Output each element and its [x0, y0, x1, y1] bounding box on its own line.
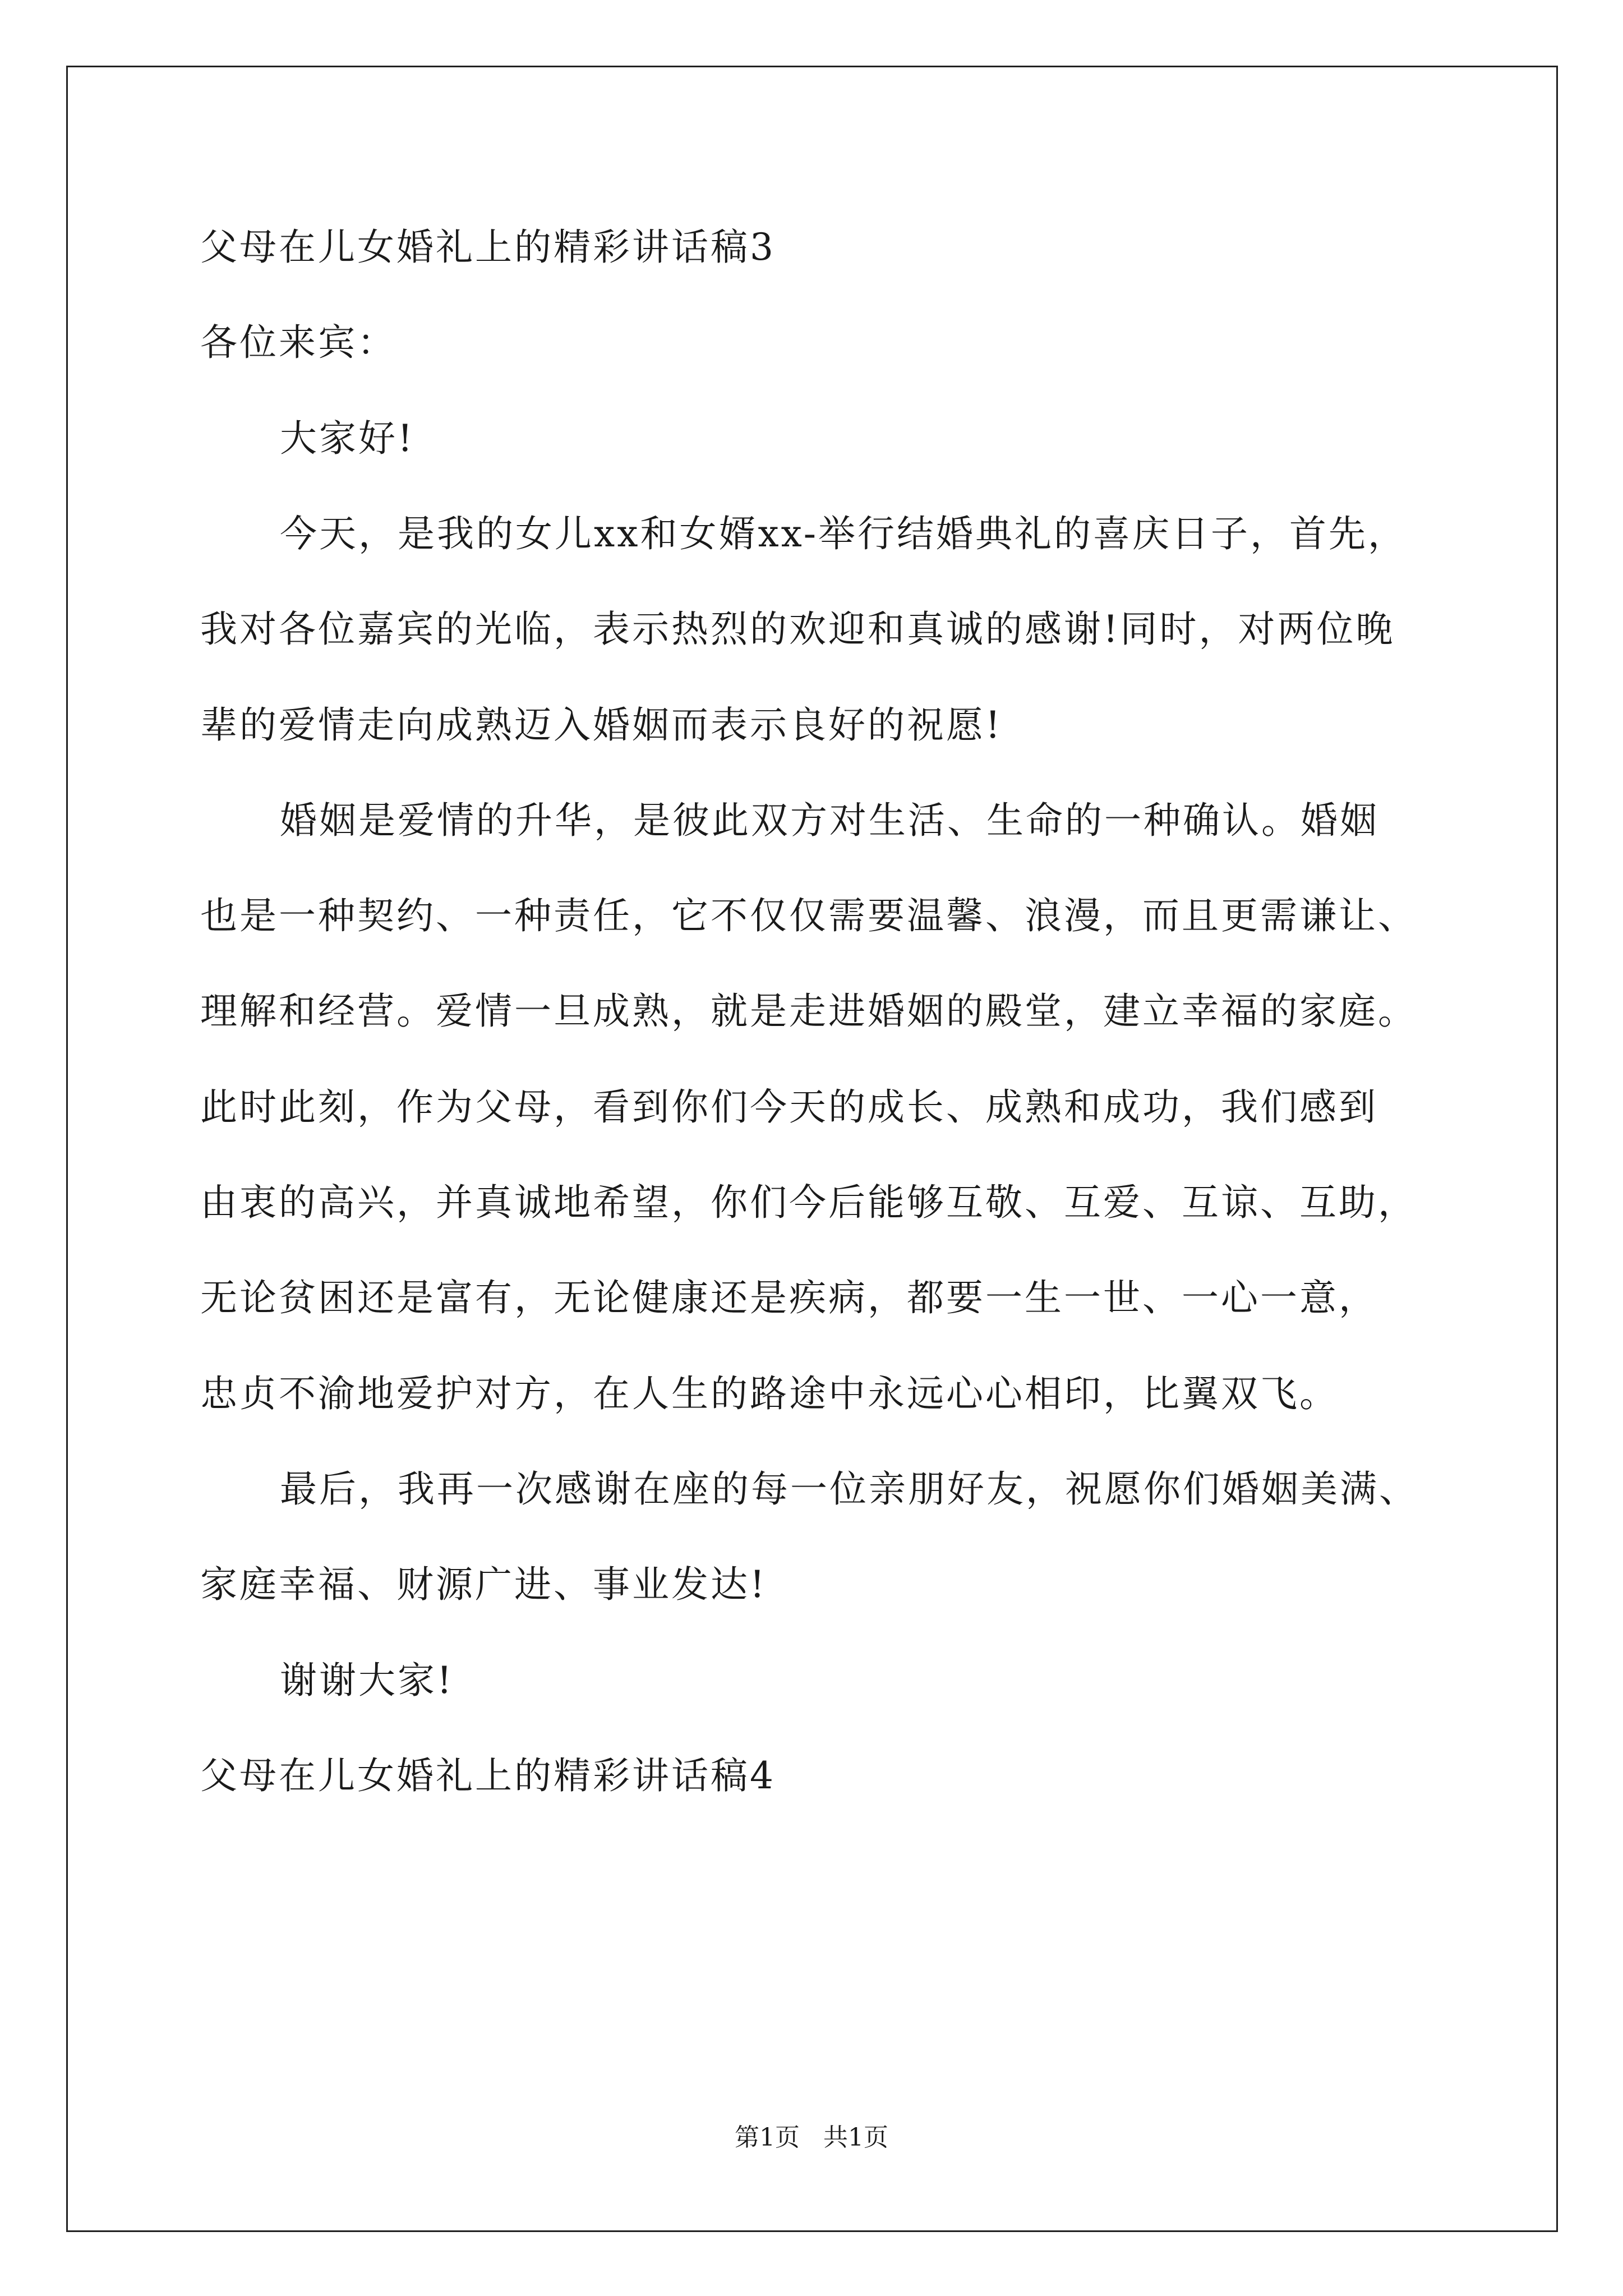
paragraph-line: 辈的爱情走向成熟迈入婚姻而表示良好的祝愿! — [200, 703, 1003, 747]
paragraph-line: 无论贫困还是富有，无论健康还是疾病，都要一生一世、一心一意， — [200, 1276, 1378, 1319]
paragraph-line: 今天，是我的女儿xx和女婿xx-举行结婚典礼的喜庆日子，首先， — [280, 512, 1408, 555]
section-title-3: 父母在儿女婚礼上的精彩讲话稿3 — [200, 226, 776, 269]
paragraph-line: 理解和经营。爱情一旦成熟，就是走进婚姻的殿堂，建立幸福的家庭。 — [200, 990, 1417, 1033]
paragraph-line: 家庭幸福、财源广进、事业发达! — [200, 1563, 767, 1606]
section-title-4: 父母在儿女婚礼上的精彩讲话稿4 — [200, 1754, 776, 1797]
page-footer: 第1页 共1页 — [735, 2123, 888, 2152]
greeting: 大家好! — [280, 417, 415, 460]
paragraph-line: 忠贞不渝地爱护对方，在人生的路途中永远心心相印，比翼双飞。 — [200, 1372, 1339, 1415]
salutation: 各位来宾： — [200, 321, 396, 364]
paragraph-line: 此时此刻，作为父母，看到你们今天的成长、成熟和成功，我们感到 — [200, 1085, 1378, 1129]
paragraph-line: 最后，我再一次感谢在座的每一位亲朋好友，祝愿你们婚姻美满、 — [280, 1467, 1418, 1511]
closing-thanks: 谢谢大家! — [280, 1659, 454, 1702]
paragraph-line: 也是一种契约、一种责任，它不仅仅需要温馨、浪漫，而且更需谦让、 — [200, 894, 1417, 937]
paragraph-line: 婚姻是爱情的升华，是彼此双方对生活、生命的一种确认。婚姻 — [280, 799, 1379, 842]
paragraph-line: 由衷的高兴，并真诚地希望，你们今后能够互敬、互爱、互谅、互助， — [200, 1181, 1417, 1224]
page-border — [66, 66, 1558, 2232]
paragraph-line: 我对各位嘉宾的光临，表示热烈的欢迎和真诚的感谢!同时，对两位晚 — [200, 608, 1395, 651]
